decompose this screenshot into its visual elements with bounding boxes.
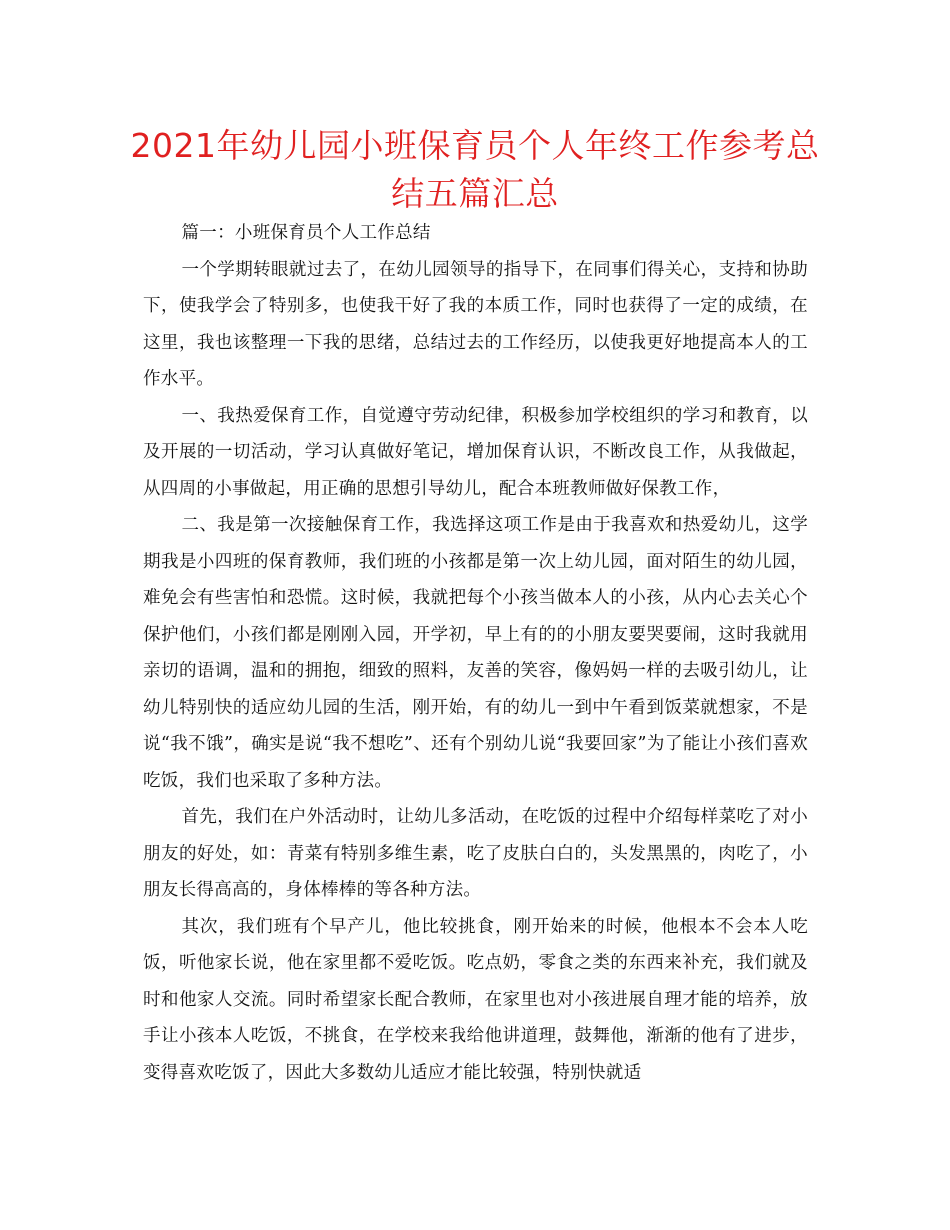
paragraph: 其次，我们班有个早产儿，他比较挑食，刚开始来的时候，他根本不会本人吃饭，听他家长说，他在家里都不爱吃饭。吃点奶，零食之类的东西来补充，我们就及时和他家人交流。同时希望家长配合教师，在家里也对小孩进展自理才能的培养，放手让小孩本人吃饭，不挑食，在学校来我给他讲道理，鼓舞他，渐渐的他有了进步，变得喜欢吃饭了，因此大多数幼儿适应才能比较强，特别快就适 bbox=[143, 916, 808, 1083]
paragraph: 一、我热爱保育工作，自觉遵守劳动纪律，积极参加学校组织的学习和教育，以及开展的一切活动，学习认真做好笔记，增加保育认识，不断改良工作，从我做起，从四周的小事做起，用正确的思想引导幼儿，配合本班教师做好保教工作， bbox=[143, 405, 808, 499]
paragraph: 二、我是第一次接触保育工作，我选择这项工作是由于我喜欢和热爱幼儿，这学期我是小四班的保育教师，我们班的小孩都是第一次上幼儿园，面对陌生的幼儿园，难免会有些害怕和恐慌。这时候，我就把每个小孩当做本人的小孩，从内心去关心个保护他们，小孩们都是刚刚入园，开学初，早上有的的小朋友要哭要闹，这时我就用亲切的语调，温和的拥抱，细致的照料，友善的笑容，像妈妈一样的去吸引幼儿，让幼儿特别快的适应幼儿园的生活，刚开始，有的幼儿一到中午看到饭菜就想家，不是说“我不饿”，确实是说“我不想吃”、还有个别幼儿说“我要回家”为了能让小孩们喜欢吃饭，我们也采取了多种方法。 bbox=[143, 515, 808, 791]
section-heading: 篇一：小班保育员个人工作总结 bbox=[181, 223, 431, 243]
paragraph: 首先，我们在户外活动时，让幼儿多活动，在吃饭的过程中介绍每样菜吃了对小朋友的好处，如：青菜有特别多维生素，吃了皮肤白白的，头发黑黑的，肉吃了，小朋友长得高高的，身体棒棒的等各种方法。 bbox=[143, 807, 808, 900]
document-body bbox=[143, 215, 808, 1091]
paragraph: 一个学期转眼就过去了，在幼儿园领导的指导下，在同事们得关心，支持和协助下，使我学会了特别多，也使我干好了我的本质工作，同时也获得了一定的成绩，在这里，我也该整理一下我的思绪，总结过去的工作经历，以使我更好地提高本人的工作水平。 bbox=[143, 259, 808, 389]
document-title: 2021年幼儿园小班保育员个人年终工作参考总结五篇汇总 bbox=[130, 126, 820, 213]
